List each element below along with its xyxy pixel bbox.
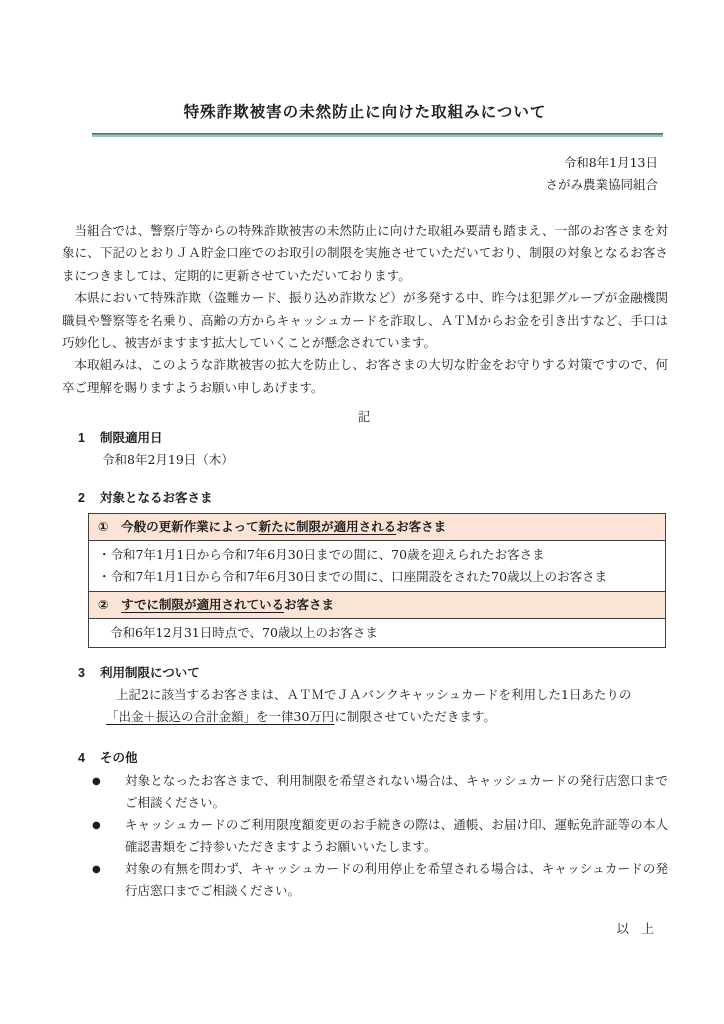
table-header-1-prefix: ① 今般の更新作業によって [98, 520, 259, 535]
intro-paragraph-2: 本県において特殊詐欺（盗難カード、振り込め詐欺など）が多発する中、昨今は犯罪グループが金融機関職員や警察等を名乗り、高齢の方からキャッシュカードを詐取し、ＡＴＭからお金を引き出すなど、手口は巧妙化し、被害がますます拡大していくことが懸念されています。 [62, 290, 668, 351]
section-3-line-1: 上記2に該当するお客さまは、ＡＴＭでＪＡバンクキャッシュカードを利用した1日あたりの [116, 687, 632, 703]
table-header-1-suffix: お客さま [396, 520, 447, 535]
bullet-text: 対象の有無を問わず、キャッシュカードの利用停止を希望される場合は、キャッシュカードの発行店窓口までご相談ください。 [125, 861, 668, 899]
bullet-text: キャッシュカードのご利用限度額変更のお手続きの際は、通帳、お届け印、運転免許証等の本人確認書類をご持参いただきますようお願いいたします。 [125, 817, 668, 855]
record-mark: 記 [357, 409, 373, 425]
document-date: 令和8年1月13日 [563, 155, 658, 170]
table-header-newly-applied [89, 514, 665, 541]
section-3-suffix: に制限させていただきます。 [334, 709, 496, 725]
section-1-body: 令和8年2月19日（木） [102, 452, 234, 468]
section-target-customers [78, 488, 668, 648]
list-item [92, 814, 668, 858]
table-cell-newly-applied [89, 541, 665, 592]
table-row: ・令和7年1月1日から令和7年6月30日までの間に、70歳を迎えられたお客さま [98, 547, 545, 563]
document-meta [62, 152, 658, 196]
table-header-2-suffix: お客さま [283, 598, 334, 613]
table-header-already-applied [89, 592, 665, 619]
intro-paragraph-3: 本取組みは、このような詐欺被害の拡大を防止し、お客さまの大切な貯金をお守りする対策ですので、何卒ご理解を賜りますようお願い申しあげます。 [62, 357, 668, 395]
page-title: 特殊詐欺被害の未然防止に向けた取組みについて [183, 102, 547, 121]
list-item [92, 770, 668, 814]
section-4-heading [78, 748, 668, 769]
table-header-2-prefix: ② [98, 598, 122, 613]
section-3-number: 3 [78, 666, 85, 681]
intro-paragraphs [62, 220, 668, 399]
intro-paragraph-1: 当組合では、警察庁等からの特殊詐欺被害の未然防止に向けた取組み要請も踏まえ、一部のお客さまを対象に、下記のとおりＪＡ貯金口座でのお取引の制限を実施させていただいており、制限の対象となるお客さまにつきましては、定期的に更新させていただいております。 [62, 223, 668, 283]
section-3-title: 利用制限について [99, 666, 200, 681]
section-2-number: 2 [78, 491, 85, 506]
section-4-title: その他 [99, 751, 138, 766]
section-2-title: 対象となるお客さま [99, 491, 213, 506]
section-3-body [78, 684, 668, 728]
bullet-icon: ● [92, 776, 101, 788]
bullet-text: 対象となったお客さまで、利用制限を希望されない場合は、キャッシュカードの発行店窓口までご相談ください。 [125, 773, 668, 811]
target-customer-table [88, 513, 666, 648]
section-4-number: 4 [78, 751, 85, 766]
section-usage-limit [78, 663, 668, 728]
bullet-icon: ● [92, 864, 101, 876]
section-1-title: 制限適用日 [99, 431, 163, 446]
table-header-2-underlined: すでに制限が適用されている [121, 598, 284, 613]
title-divider [92, 133, 663, 137]
table-row: 令和6年12月31日時点で、70歳以上のお客さま [110, 625, 378, 641]
section-limit-date [78, 428, 668, 471]
section-other [78, 748, 668, 902]
closing-mark: 以 上 [616, 921, 654, 937]
table-header-1-underlined: 新たに制限が適用される [258, 520, 397, 535]
section-3-heading [78, 663, 668, 684]
section-3-underlined: 「出金＋振込の合計金額」を一律30万円 [106, 709, 335, 725]
section-1-number: 1 [78, 431, 85, 446]
section-2-heading [78, 488, 668, 509]
table-row: ・令和7年1月1日から令和7年6月30日までの間に、口座開設をされた70歳以上のお客さま [98, 569, 608, 585]
list-item [92, 858, 668, 902]
section-1-heading [78, 428, 668, 449]
table-cell-already-applied [89, 619, 665, 647]
section-3-line-2 [106, 706, 668, 728]
other-notes-list [92, 770, 668, 902]
organization-name: さがみ農業協同組合 [545, 177, 658, 192]
bullet-icon: ● [92, 820, 101, 832]
